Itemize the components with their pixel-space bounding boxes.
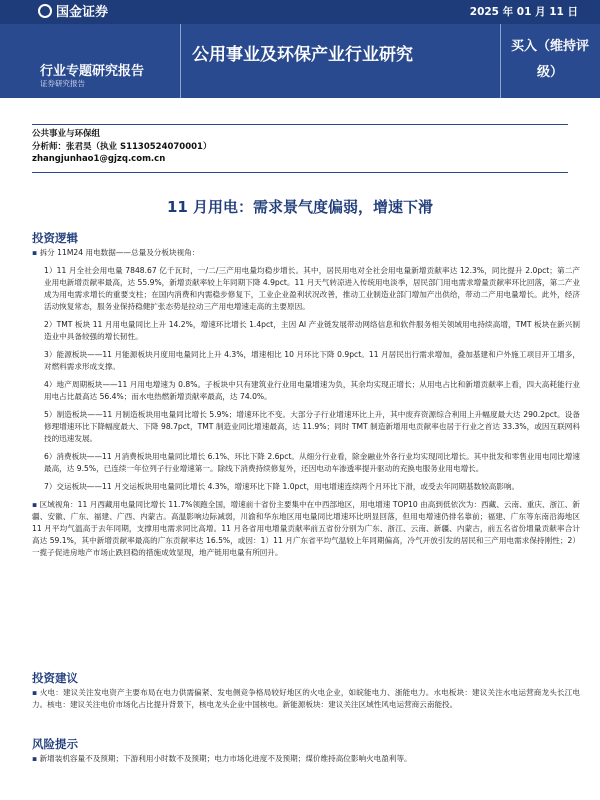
divider-line	[32, 124, 568, 125]
company-logo	[38, 1, 108, 20]
document-title: 11 月用电：需求景气度偏弱，增速下滑	[166, 198, 434, 216]
section-heading-logic: 投资逻辑	[32, 231, 78, 245]
section-heading-risk: 风险提示	[32, 737, 78, 751]
report-date: 2025 年 01 月 11 日	[469, 6, 578, 18]
suggest-content	[32, 687, 580, 717]
risk-item: ▪ 新增装机容量不及预期；下游利用小时数不及预期；电力市场化进度不及预期；煤价维持高位影响火电盈利等。	[32, 753, 580, 765]
risk-content	[32, 753, 580, 771]
sector-label: 公共事业与环保组	[32, 129, 101, 139]
region-item: ▪ 区域视角：11 月西藏用电量同比增长 11.7%领跑全国，增速前十省份主要集中在中西部地区，用电增速 TOP10 由高到低依次为：西藏、云南、重庆、浙江、新疆、安徽、广东、福建、广西、内蒙古。高温影响边际减弱，川渝和华东地区用电量同比增速环比明显回落，但用电增速仍排名靠前；福建、广东等东南沿海地区 11 月平均气温高于去年同期，支撑用电需求同比高增。11 月各省用电增量贡献率前五省份分别为广东、浙江、云南、新疆、内蒙古，前五名省份增量贡献率合计高达 59.1%，其中新增贡献率最高的广东贡献率达 16.5%，或因：1）11 月广东省平均气温较上年同期偏高，冷气开放引发的居民和三产用电需求保持刚性；2）一揽子促进房地产市场止跌回稳的措施成效显现，地产链用电量有所回升。	[32, 499, 580, 559]
logic-item: 3）能源板块——11 月能源板块月度用电量同比上升 4.3%，增速相比 10 月环比下降 0.9pct。11 月居民出行需求增加，叠加基建和户外施工项目开工增多，对燃料需求形成支撑。	[44, 350, 580, 371]
logic-item: 1）11 月全社会用电量 7848.67 亿千瓦时，一/二/三产用电量均稳步增长。其中，居民用电对全社会用电量新增贡献率达 12.3%，同比提升 2.0pct；第二产业用电新增贡献率最高，达 55.9%，新增贡献率较上年同期下降 4.9pct。11 月天气转凉进入传统用电淡季，居民部门用电需求增量贡献率环比回落，第二产业成为用电需求增长的重要支柱；在国内消费和内需稳步修复下，工业企业盈利状况改善，推动工业制造业部门增加产出供给，带动二产用电量增长。此外，经济活动恢复常态，服务业保持稳健扩张态势是拉动三产用电增速走高的主要原因。	[44, 266, 580, 311]
report-subtype: 证券研究报告	[40, 79, 85, 88]
industry-title: 公用事业及环保产业行业研究	[192, 45, 413, 65]
header-divider	[180, 24, 181, 98]
logic-item: 5）制造板块——11 月制造板块用电量同比增长 5.9%；增速环比不变。大部分子行业增速环比上升，其中废弃资源综合利用上升幅度最大达 290.2pct。设备修理增速环比下降幅度最大、下降 98.7pct，TMT 制造业同比增速最高，达 11.9%；同时 TMT 制造新增用电贡献率也居于行业之首达 33.3%，或因互联网科技的迅速发展。	[44, 410, 580, 443]
analyst-label: 分析师：张君昊（执业 S1130524070001）	[32, 141, 212, 152]
analyst-info	[32, 128, 211, 166]
header-divider	[500, 24, 501, 98]
logic-content	[32, 247, 580, 565]
report-header	[0, 0, 600, 98]
rating-label: 买入（维持评级）	[510, 39, 589, 80]
report-type: 行业专题研究报告	[40, 64, 145, 79]
logic-item: 4）地产周期板块——11 月用电增速为 0.8%。子板块中只有建筑业行业用电量增速为负，其余均实现正增长；从用电占比和新增贡献率上看，四大高耗能行业用电占比最高达 56.4%；而水电热燃新增贡献率最高，达 74.0%。	[44, 380, 580, 401]
suggest-item: ▪ 火电：建议关注发电资产主要布局在电力供需偏紧、发电侧竞争格局较好地区的火电企业，如皖能电力、浙能电力。水电板块：建议关注水电运营商龙头长江电力。核电：建议关注电价市场化占比提升背景下，核电龙头企业中国核电。新能源板块：建议关注区域性风电运营商云南能投。	[32, 687, 580, 711]
logic-item: 6）消费板块——11 月消费板块用电量同比增长 6.1%、环比下降 2.6pct。从细分行业看，除金融业外各行业均实现同比增长。其中批发和零售业用电同比增速最高，达 9.5%，已连续一年位列子行业增速第一。除线下消费持续修复外，还因电动车渗透率提升驱动的充换电服务业用电增长。	[44, 452, 580, 473]
logic-item: 7）交运板块——11 月交运板块用电量同比增长 4.3%，增速环比下降 1.0pct，用电增速连续两个月环比下滑，或受去年同期基数较高影响。	[44, 482, 520, 491]
analyst-email: zhangjunhao1@gjzq.com.cn	[32, 154, 166, 164]
section-heading-suggest: 投资建议	[32, 671, 78, 685]
logo-icon	[38, 4, 52, 18]
logic-item: 2）TMT 板块 11 月用电量同比上升 14.2%，增速环比增长 1.4pct，主因 AI 产业链发展带动网络信息和软件服务相关领域用电持续高增，TMT 板块在新兴制造业中具备较强的增长韧性。	[44, 320, 580, 341]
logo-text: 国金证券	[56, 5, 109, 20]
logic-intro: ▪ 拆分 11M24 用电数据——总量及分板块视角：	[32, 247, 580, 259]
divider-line	[32, 172, 568, 173]
